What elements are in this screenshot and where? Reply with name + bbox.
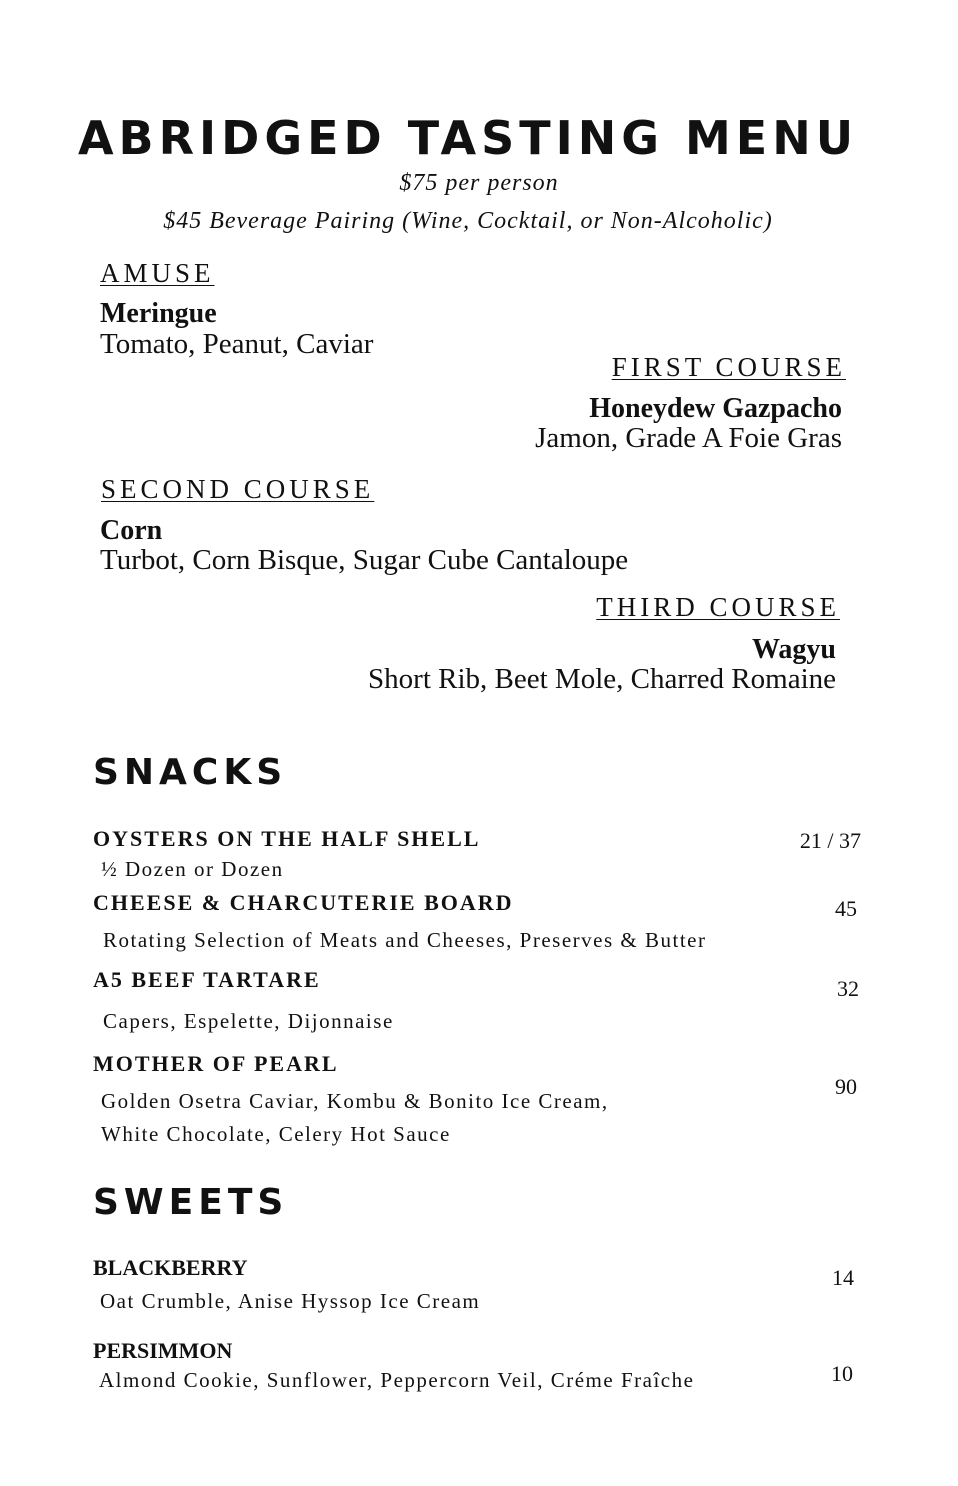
price-per-person: $75 per person (399, 170, 559, 196)
sweet-name: PERSIMMON (93, 1338, 233, 1363)
sweet-price: 14 (832, 1265, 854, 1290)
first-course-heading: FIRST COURSE (611, 352, 846, 382)
second-course-heading: SECOND COURSE (101, 474, 375, 504)
snack-name: CHEESE & CHARCUTERIE BOARD (93, 890, 514, 915)
snack-price: 45 (835, 896, 857, 921)
snack-desc-line-2: White Chocolate, Celery Hot Sauce (101, 1122, 451, 1146)
beverage-pairing: $45 Beverage Pairing (Wine, Cocktail, or Non-Alcoholic) (163, 208, 773, 234)
snack-desc: Rotating Selection of Meats and Cheeses, Preserves & Butter (103, 928, 707, 952)
second-course-dish-name: Corn (100, 515, 163, 546)
snack-price: 32 (837, 976, 859, 1001)
snack-price: 90 (835, 1074, 857, 1099)
snack-desc: ½ Dozen or Dozen (101, 857, 284, 881)
amuse-dish-name: Meringue (100, 298, 217, 329)
snack-price: 21 / 37 (799, 828, 861, 853)
second-course-dish-desc: Turbot, Corn Bisque, Sugar Cube Cantaloupe (100, 544, 629, 576)
snack-name: MOTHER OF PEARL (93, 1051, 339, 1076)
sweets-heading: SWEETS (93, 1182, 289, 1223)
third-course-dish-desc: Short Rib, Beet Mole, Charred Romaine (368, 663, 836, 695)
menu-title: ABRIDGED TASTING MENU (77, 111, 859, 165)
amuse-dish-desc: Tomato, Peanut, Caviar (100, 328, 374, 360)
snacks-heading: SNACKS (93, 752, 288, 793)
sweet-desc: Oat Crumble, Anise Hyssop Ice Cream (100, 1289, 481, 1313)
third-course-heading: THIRD COURSE (596, 592, 840, 622)
sweet-desc: Almond Cookie, Sunflower, Peppercorn Veil, Créme Fraîche (99, 1368, 695, 1392)
sweet-name: BLACKBERRY (93, 1255, 248, 1280)
snack-name: OYSTERS ON THE HALF SHELL (93, 826, 481, 851)
amuse-heading: AMUSE (100, 258, 215, 288)
third-course-dish-name: Wagyu (751, 634, 836, 665)
snack-desc: Golden Osetra Caviar, Kombu & Bonito Ice Cream, (101, 1089, 609, 1113)
snack-name: A5 BEEF TARTARE (93, 967, 321, 992)
first-course-dish-desc: Jamon, Grade A Foie Gras (535, 422, 842, 454)
first-course-dish-name: Honeydew Gazpacho (589, 393, 842, 424)
snack-desc: Capers, Espelette, Dijonnaise (103, 1009, 394, 1033)
sweet-price: 10 (831, 1361, 853, 1386)
